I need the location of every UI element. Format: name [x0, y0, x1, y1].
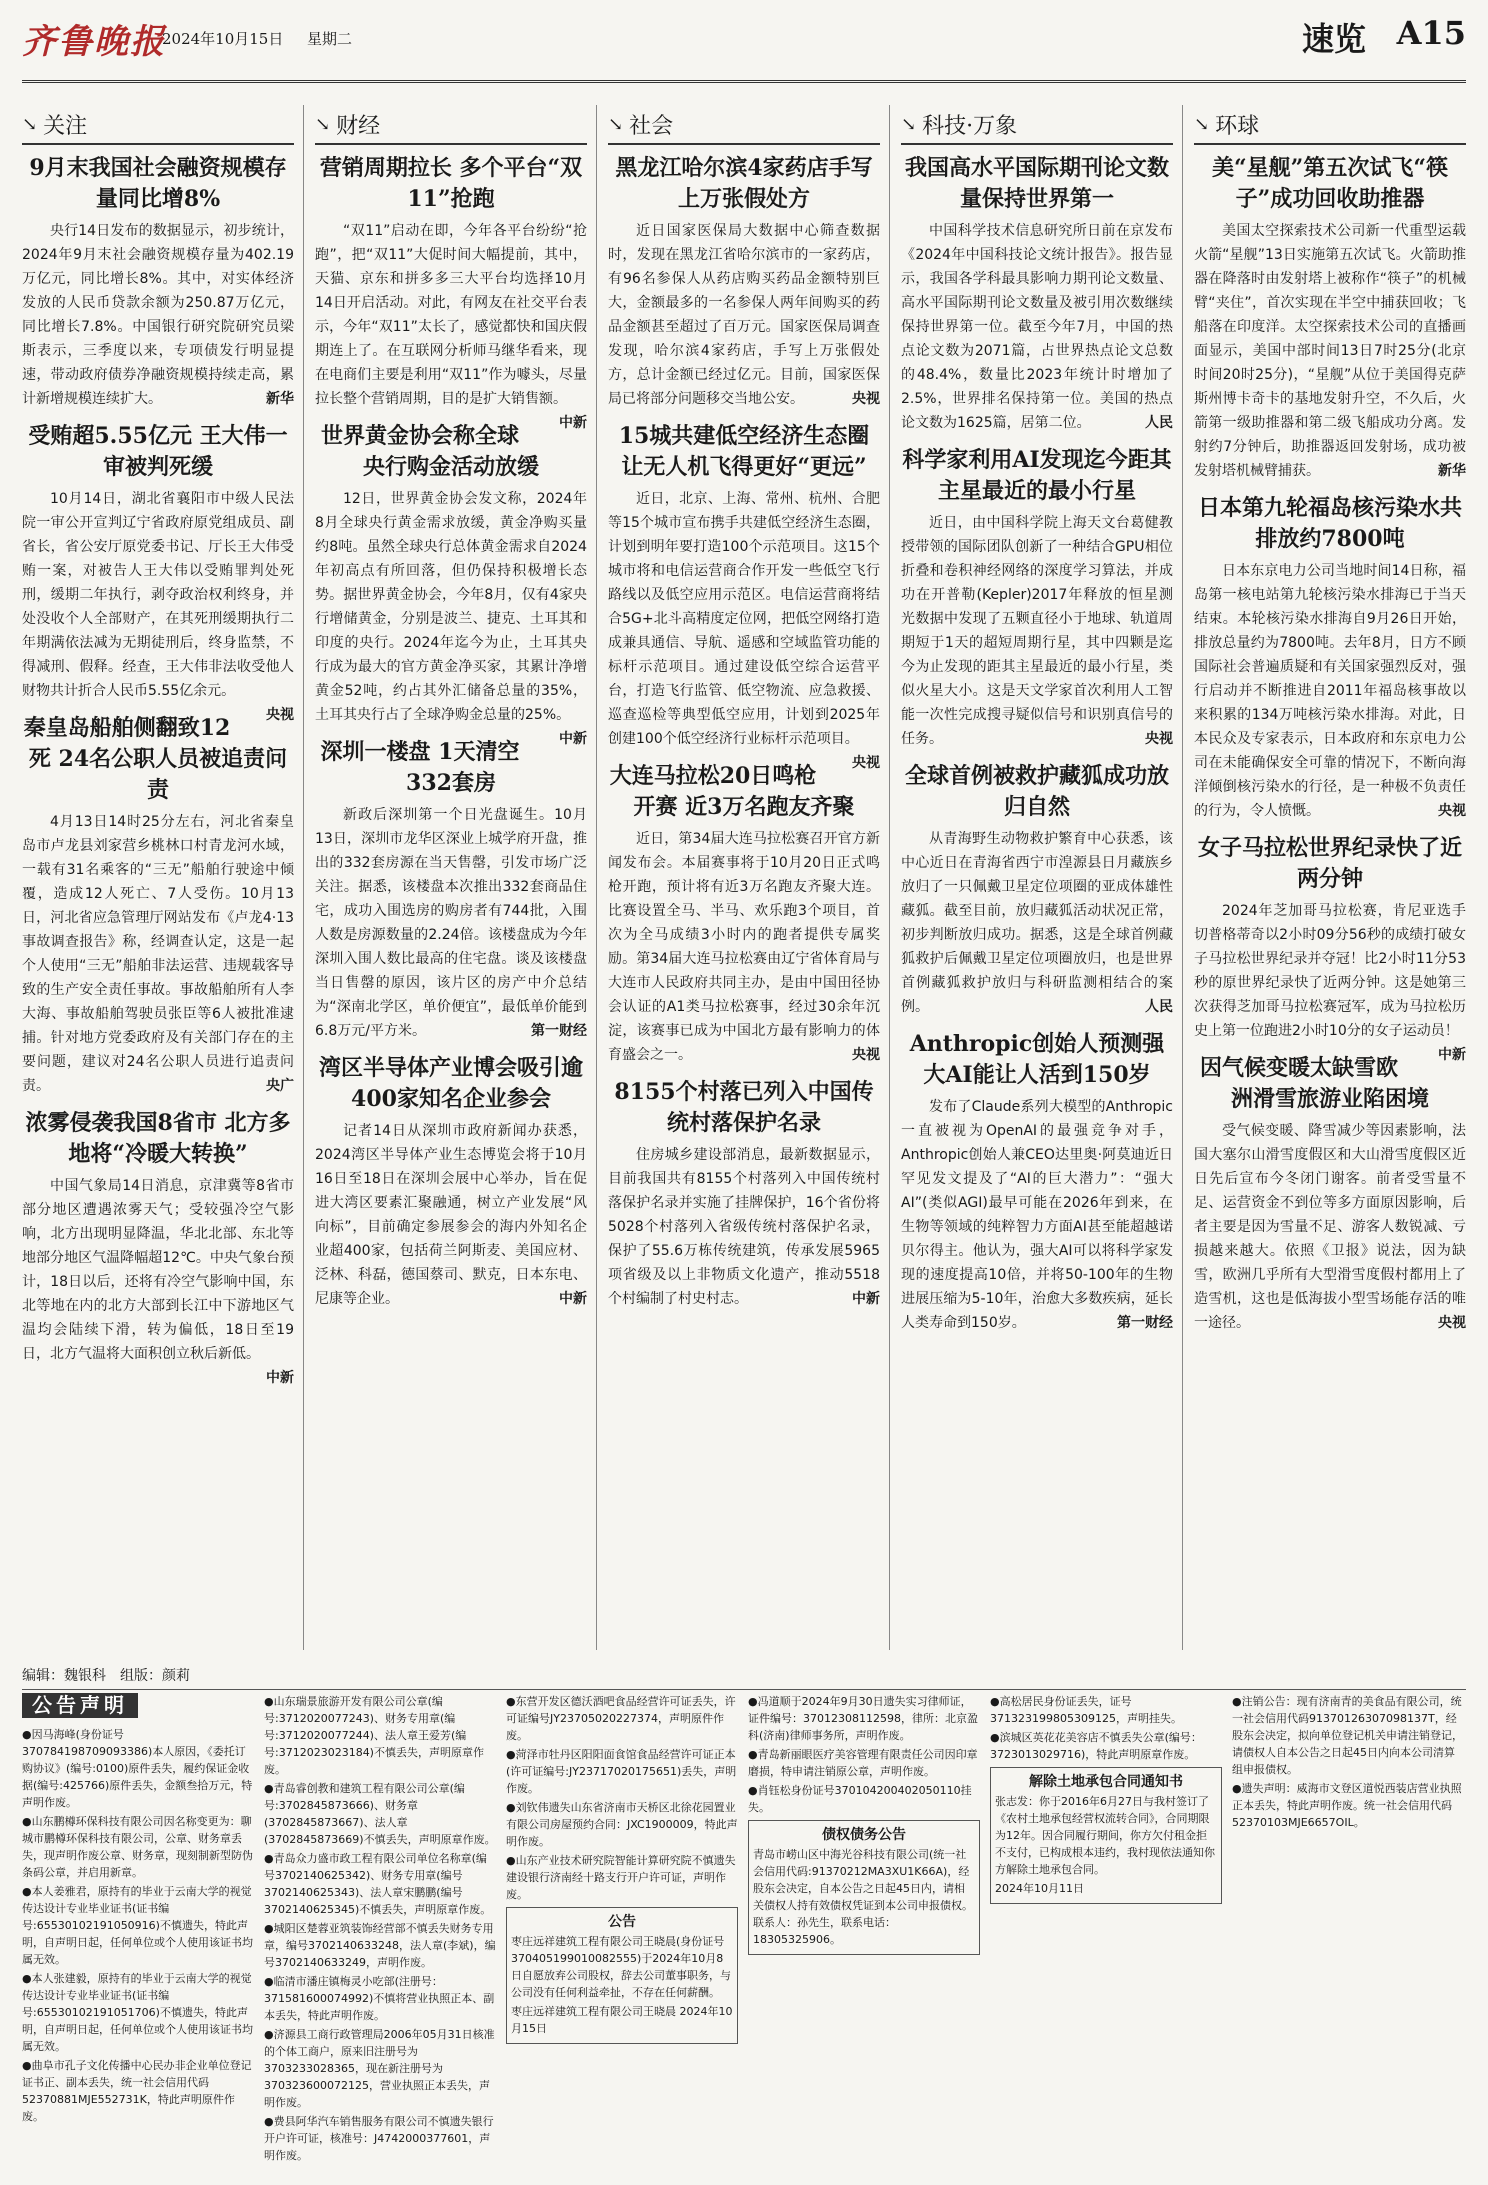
notice-column	[990, 1693, 1222, 2173]
notice-item: ●肖钰松身份证号370104200402050110挂失。	[748, 1784, 972, 1814]
article	[22, 713, 294, 1098]
box-signature: 枣庄远祥建筑工程有限公司王晓晨 2024年10月15日	[511, 2005, 733, 2035]
article-source: 新华	[1438, 463, 1466, 479]
article-headline: 8155个村落已列入中国传统村落保护名录	[614, 1079, 874, 1136]
notice-item: ●本人姜雅君，原持有的毕业于云南大学的视觉传达设计专业毕业证书(证书编号:65530102191050916)不慎遗失，特此声明，自声明日起，任何单位或个人使用该证书均属无效。	[22, 1885, 253, 1966]
box-title: 解除土地承包合同通知书	[1029, 1774, 1183, 1790]
column-header	[315, 105, 587, 145]
article-source: 央视	[1438, 1315, 1466, 1331]
box-title: 债权债务公告	[822, 1827, 906, 1843]
article-body: 日本东京电力公司当地时间14日称，福岛第一核电站第九轮核污染水排海已于当天结束。本轮核污染水排海自9月26日开始，排放总量约为7800吨。去年8月，日方不顾国际社会普遍质疑和有关国家强烈反对，强行启动并不断推进自2011年福岛核事故以来积累的134万吨核污染水排海。对此，日本民众及专家表示，日本政府和东京电力公司在未能确保安全可靠的情况下，不断向海洋倾倒核污染水的行径，是一种极不负责任的行为，令人愤慨。 央视	[1194, 559, 1466, 823]
article-body: 记者14日从深圳市政府新闻办获悉，2024湾区半导体产业生态博览会将于10月16日至18日在深圳会展中心举办，旨在促进大湾区要素汇聚融通，树立产业发展“风向标”，目前确定参展参会的海内外知名企业超400家，包括荷兰阿斯麦、美国应材、泛林、科磊，德国蔡司、默克，日本东电、尼康等企业。 中新	[315, 1119, 587, 1311]
article-source: 中新	[266, 1370, 294, 1386]
article	[901, 445, 1173, 751]
notice-item: ●本人张建毅，原持有的毕业于云南大学的视觉传达设计专业毕业证书(证书编号:65530102191051706)不慎遗失，特此声明，自声明日起，任何单位或个人使用该证书均属无效。	[22, 1972, 253, 2053]
article-headline: 世界黄金协会称全球央行购金活动放缓	[320, 423, 539, 480]
article	[901, 1029, 1173, 1335]
article-headline: 营销周期拉长 多个平台“双11”抢跑	[319, 155, 583, 212]
article	[901, 761, 1173, 1019]
column-divider	[889, 105, 890, 1650]
column-title: 财经	[336, 113, 381, 139]
article-source: 人民	[1145, 415, 1173, 431]
article-headline: 我国高水平国际期刊论文数量保持世界第一	[904, 155, 1169, 212]
notice-item: ●遗失声明：威海市文登区道悦西装店营业执照正本丢失，特此声明作废。统一社会信用代码52370103MJE6657OIL。	[1232, 1782, 1462, 1829]
column-divider	[1182, 105, 1183, 1650]
article	[315, 153, 587, 431]
article-headline: 美“星舰”第五次试飞“筷子”成功回收助推器	[1212, 155, 1448, 212]
article-headline: 深圳一楼盘 1天清空332套房	[320, 739, 520, 796]
article-body: “双11”启动在即，今年各平台纷纷“抢跑”，把“双11”大促时间大幅提前，其中，天猫、京东和拼多多三大平台均选择10月14日开启活动。对此，有网友在社交平台表示，今年“双11”太长了，感觉都快和国庆假期连上了。在互联网分析师马继华看来，现在电商们主要是利用“双11”作为噱头，尽量拉长整个营销周期，目的是扩大销售额。 中新	[315, 219, 587, 411]
article-body: 2024年芝加哥马拉松赛，肯尼亚选手切普格蒂奇以2小时09分56秒的成绩打破女子马拉松世界纪录并夺冠！比2小时11分53秒的原世界纪录快了近两分钟。这是她第三次获得芝加哥马拉松赛冠军，成为马拉松历史上第一位跑进2小时10分的女子运动员！ 中新	[1194, 899, 1466, 1043]
land-contract-box	[990, 1767, 1222, 1904]
notice-item: ●因马海峰(身份证号370784198709093386)本人原因，《委托订购协议》(编号:0100)原件丢失，履约保证金收据(编号:425766)原件丢失，金额叁拾万元，特声明作废。	[22, 1728, 253, 1809]
article-headline: 湾区半导体产业博会吸引逾400家知名企业参会	[318, 1055, 583, 1112]
notice-item: ●高松居民身份证丢失，证号371323199805309125，声明挂失。	[990, 1695, 1182, 1725]
column-title: 关注	[43, 113, 88, 139]
issue-date: 2024年10月15日	[162, 30, 284, 48]
column-header	[1194, 105, 1466, 145]
notice-item: ●冯道顺于2024年9月30日遗失实习律师证，证件编号：37012308112598，律所：北京盈科(济南)律师事务所，声明作废。	[748, 1695, 978, 1742]
notice-item: ●青岛新丽眼医疗美容管理有限责任公司因印章磨损，特申请注销原公章，声明作废。	[748, 1748, 978, 1778]
article-headline: 浓雾侵袭我国8省市 北方多地将“冷暖大转换”	[25, 1110, 291, 1167]
article-source: 人民	[1145, 999, 1173, 1015]
article-body: 近日，第34届大连马拉松赛召开官方新闻发布会。本届赛事将于10月20日正式鸣枪开跑，预计将有近3万名跑友齐聚大连。比赛设置全马、半马、欢乐跑3个项目，首次为全马成绩3小时内的跑者提供专属奖励。第34届大连马拉松赛由辽宁省体育局与大连市人民政府共同主办，是由中国田径协会认证的A1类马拉松赛事，经过30余年沉淀，该赛事已成为中国北方最有影响力的体育盛会之一。 央视	[608, 827, 880, 1067]
newspaper-logo: 齐鲁晚报	[22, 22, 166, 62]
column-divider	[596, 105, 597, 1650]
article-headline: 全球首例被救护藏狐成功放归自然	[904, 763, 1169, 820]
column-caijing	[315, 105, 587, 1650]
notice-item: ●城阳区楚蓉亚筑装饰经营部不慎丢失财务专用章，编号3702140633248，法人章(李斌)，编号3702140633249，声明作废。	[264, 1922, 496, 1969]
article	[22, 421, 294, 723]
arrow-icon: ↘	[1194, 113, 1210, 135]
column-divider	[303, 105, 304, 1650]
column-header	[22, 105, 294, 145]
notice-item: ●刘钦伟遗失山东省济南市天桥区北徐花园置业有限公司房屋预约合同：JXC1900009，特此声明作废。	[506, 1801, 738, 1848]
article-headline: 9月末我国社会融资规模存量同比增8%	[29, 155, 287, 212]
article-body: 央行14日发布的数据显示，初步统计，2024年9月末社会融资规模存量为402.19万亿元，同比增长8%。其中，对实体经济发放的人民币贷款余额为250.87万亿元，同比增长7.8%。中国银行研究院研究员梁斯表示，三季度以来，专项债发行明显提速，带动政府债券净融资规模持续走高，累计新增规模连续扩大。 新华	[22, 219, 294, 411]
article-source: 央视	[852, 391, 880, 407]
article-body: 新政后深圳第一个日光盘诞生。10月13日，深圳市龙华区深业上城学府开盘，推出的332套房源在当天售罄，引发市场广泛关注。据悉，该楼盘本次推出332套商品住宅，成功入围选房的购房者有744批，入围人数是房源数量的2.24倍。该楼盘成为今年深圳入围人数比最高的住宅盘。谈及该楼盘当日售罄的原因，该片区的房产中介总结为“深南北学区，单价便宜”，最低单价能到6.8万元/平方米。 第一财经	[315, 803, 587, 1043]
article-headline: 女子马拉松世界纪录快了近两分钟	[1197, 835, 1462, 892]
notices-title: 公告声明	[22, 1693, 138, 1718]
notice-column	[1232, 1693, 1464, 2173]
notices-section	[22, 1693, 1466, 2173]
article	[608, 1077, 880, 1311]
article-source: 中新	[852, 1291, 880, 1307]
notice-item: ●曲阜市孔子文化传播中心民办非企业单位登记证书正、副本丢失，统一社会信用代码52370881MJE552731K，特此声明原件作废。	[22, 2059, 252, 2123]
article-headline: 秦皇岛船舶侧翻致12死 24名公职人员被追责问责	[23, 715, 288, 803]
article-body: 受气候变暖、降雪减少等因素影响，法国大塞尔山滑雪度假区和大山滑雪度假区近日先后宣布今冬闭门谢客。前者受雪量不足、运营资金不到位等多方面原因影响，后者主要是因为雪量不足、游客人数锐减、亏损越来越大。依照《卫报》说法，因为缺雪，欧洲几乎所有大型滑雪度假村都用上了造雪机，这也是低海拔小型雪场能存活的唯一途径。 央视	[1194, 1119, 1466, 1335]
column-header	[608, 105, 880, 145]
debt-notice-box	[748, 1820, 980, 1955]
article-source: 第一财经	[531, 1023, 587, 1039]
article	[608, 153, 880, 411]
article-body: 10月14日，湖北省襄阳市中级人民法院一审公开宣判辽宁省政府原党组成员、副省长，省公安厅原党委书记、厅长王大伟受贿一案，对被告人王大伟以受贿罪判处死刑，缓期二年执行，剥夺政治权利终身，并处没收个人全部财产，在其死刑缓期执行二年期满依法减为无期徒刑后，终身监禁，不得减刑、假释。经查，王大伟非法收受他人财物共计折合人民币5.55亿余元。 央视	[22, 487, 294, 703]
article	[1194, 1053, 1466, 1335]
box-text: 张志发：你于2016年6月27日与我村签订了《农村土地承包经营权流转合同》，合同期限为12年。因合同履行期间，你方欠付租金拒不支付，已构成根本违约，我村现依法通知你方解除土地承包合同。	[995, 1795, 1215, 1876]
article-headline: 科学家利用AI发现迄今距其主星最近的最小行星	[902, 447, 1172, 504]
notice-item: ●临清市潘庄镇梅灵小吃部(注册号：371581600074992)不慎将营业执照正本、副本丢失，特此声明作废。	[264, 1975, 495, 2022]
article-source: 央视	[266, 707, 294, 723]
box-text: 枣庄远祥建筑工程有限公司王晓晨(身份证号370405199010082555)于2024年10月8日自愿放弃公司股权，辞去公司董事职务，与公司没有任何利益牵扯，不存在任何薪酬。	[511, 1935, 731, 1999]
article-body: 中国科学技术信息研究所日前在京发布《2024年中国科技论文统计报告》。报告显示，我国各学科最具影响力期刊论文数量、高水平国际期刊论文数量及被引用次数继续保持世界第一位。截至今年7月，中国的热点论文数为2071篇，占世界热点论文总数的48.4%，数量比2023年统计时增加了2.5%，世界排名保持第一位。美国的热点论文数为1625篇，居第二位。 人民	[901, 219, 1173, 435]
box-title: 公告	[608, 1914, 636, 1930]
issue-weekday: 星期二	[307, 30, 353, 48]
article-body: 从青海野生动物救护繁育中心获悉，该中心近日在青海省西宁市湟源县日月藏族乡放归了一只佩戴卫星定位项圈的亚成体雄性藏狐。截至目前，放归藏狐活动状况正常，初步判断放归成功。据悉，这是全球首例藏狐救护后佩戴卫星定位项圈放归，也是世界首例藏狐救护放归与科研监测相结合的案例。 人民	[901, 827, 1173, 1019]
notice-item: ●山东瑞景旅游开发有限公司公章(编号:3712020077243)、财务专用章(编号:3712020077244)、法人章王爱芳(编号:3712023023184)不慎丢失，声明原章作废。	[264, 1695, 484, 1776]
article-headline: 因气候变暖太缺雪欧洲滑雪旅游业陷困境	[1199, 1055, 1429, 1112]
notice-item: ●菏泽市牡丹区阳阳面食馆食品经营许可证正本(许可证编号:JY23717020175651)丢失，声明作废。	[506, 1748, 737, 1795]
notice-column	[506, 1693, 738, 2173]
column-title: 社会	[629, 113, 674, 139]
article-source: 央视	[1145, 731, 1173, 747]
article-source: 央视	[1438, 803, 1466, 819]
column-huanqiu	[1194, 105, 1466, 1650]
arrow-icon: ↘	[901, 113, 917, 135]
article-source: 中新	[559, 415, 587, 431]
notice-column	[264, 1693, 496, 2173]
notice-column	[22, 1693, 254, 2173]
column-title: 环球	[1215, 113, 1260, 139]
article	[315, 421, 587, 747]
article	[315, 737, 587, 1043]
article-headline: Anthropic创始人预测强大AI能让人活到150岁	[909, 1031, 1165, 1088]
notice-item: ●青岛众力盛市政工程有限公司单位名称章(编号3702140625342)、财务专用章(编号3702140625343)、法人章宋鹏鹏(编号3702140625345)不慎丢失，声明原章作废。	[264, 1852, 492, 1916]
article-source: 中新	[559, 731, 587, 747]
article-headline: 黑龙江哈尔滨4家药店手写上万张假处方	[615, 155, 873, 212]
column-guanzhu	[22, 105, 294, 1650]
article-headline: 大连马拉松20日鸣枪开赛 近3万名跑友齐聚	[609, 763, 855, 820]
article-headline: 受贿超5.55亿元 王大伟一审被判死缓	[28, 423, 288, 480]
article	[1194, 493, 1466, 823]
article	[608, 761, 880, 1067]
notice-item: ●滨城区英花花美容店不慎丢失公章(编号：3723013029716)，特此声明原章作废。	[990, 1731, 1202, 1761]
column-header	[901, 105, 1173, 145]
notice-item: ●注销公告：现有济南青的美食品有限公司，统一社会信用代码91370126307098137T，经股东会决定，拟向单位登记机关申请注销登记，请债权人自本公告之日起45日内向本公司清算组申报债权。	[1232, 1695, 1463, 1776]
article-source: 中新	[559, 1291, 587, 1307]
column-shehui	[608, 105, 880, 1650]
article-body: 12日，世界黄金协会发文称，2024年8月全球央行黄金需求放缓，黄金净购买量约8吨。虽然全球央行总体黄金需求自2024年初高点有所回落，但仍保持积极增长态势。据世界黄金协会，今年8月，仅有4家央行增储黄金，分别是波兰、捷克、土耳其和印度的央行。2024年迄今为止，土耳其央行成为最大的官方黄金净买家，其累计净增黄金52吨，约占其外汇储备总量的35%，土耳其央行占了全球净购金总量的25%。 中新	[315, 487, 587, 727]
article-headline: 15城共建低空经济生态圈 让无人机飞得更好“更远”	[618, 423, 870, 480]
article-source: 第一财经	[1117, 1315, 1173, 1331]
notice-item: ●山东产业技术研究院智能计算研究院不慎遗失建设银行济南经十路支行开户许可证，声明作废。	[506, 1854, 736, 1901]
article-body: 发布了Claude系列大模型的Anthropic一直被视为OpenAI的最强竞争对手，Anthropic创始人兼CEO达里奥·阿莫迪近日罕见发文提及了“AI的巨大潜力”：“强大AI”(类似AGI)最早可能在2026年到来，在生物等领域的纯粹智力方面AI甚至能超越诺贝尔得主。他认为，强大AI可以将科学家发现的速度提高10倍，并将50-100年的生物进展压缩为5-10年，治愈大多数疾病，延长人类寿命到150岁。 第一财经	[901, 1095, 1173, 1335]
box-signature: 2024年10月11日	[995, 1882, 1084, 1895]
article	[315, 1053, 587, 1311]
news-columns	[22, 105, 1466, 1650]
notice-item: ●山东鹏樽环保科技有限公司因名称变更为：聊城市鹏樽环保科技有限公司，公章、财务章丢失，现声明作废公章、财务章，现刻制新型防伪条码公章，并启用新章。	[22, 1815, 253, 1879]
announcement-box	[506, 1907, 738, 2044]
masthead	[22, 8, 1466, 83]
arrow-icon: ↘	[608, 113, 624, 135]
notice-item: ●费县阿华汽车销售服务有限公司不慎遗失银行开户许可证，核准号：J4742000377601，声明作废。	[264, 2115, 494, 2162]
article-source: 央视	[852, 755, 880, 771]
article-source: 中新	[1438, 1047, 1466, 1063]
notice-item: ●青岛睿创教和建筑工程有限公司公章(编号:3702845873666)、财务章(3702845873667)、法人章(3702845873669)不慎丢失，声明原章作废。	[264, 1782, 496, 1846]
article-source: 央广	[266, 1078, 294, 1094]
article-body: 住房城乡建设部消息，最新数据显示，目前我国共有8155个村落列入中国传统村落保护名录并实施了挂牌保护，16个省份将5028个村落列入省级传统村落保护名录，保护了55.6万栋传统建筑，传承发展5965项省级及以上非物质文化遗产，推动5518个村编制了村史村志。 中新	[608, 1143, 880, 1311]
notice-item: ●济源县工商行政管理局2006年05月31日核准的个体工商户，原来旧注册号为3703233028365，现在新注册号为370323600072125，营业执照正本丢失，声明作废。	[264, 2028, 495, 2109]
column-title: 科技·万象	[922, 113, 1018, 139]
article	[1194, 833, 1466, 1063]
arrow-icon: ↘	[315, 113, 331, 135]
article	[901, 153, 1173, 435]
box-text: 青岛市崂山区中海光谷科技有限公司(统一社会信用代码:91370212MA3XU1K66A)，经股东会决定，自本公告之日起45日内，请相关债权人持有效债权凭证到本公司申报债权。联系人：孙先生，联系电话：18305325906。	[753, 1848, 973, 1946]
article-body: 近日，北京、上海、常州、杭州、合肥等15个城市宣布携手共建低空经济生态圈，计划到明年要打造100个示范项目。这15个城市将和电信运营商合作开发一些低空飞行路线以及低空应用示范区。电信运营商将结合5G+北斗高精度定位网，把低空网络打造成兼具通信、导航、遥感和空域监管功能的标杆示范项目。通过建设低空综合运营平台，打造飞行监管、低空物流、应急救援、巡查巡检等典型低空应用，计划到2025年创建100个低空经济行业标杆示范项目。 央视	[608, 487, 880, 751]
article	[1194, 153, 1466, 483]
article-source: 央视	[852, 1047, 880, 1063]
article-body: 4月13日14时25分左右，河北省秦皇岛市卢龙县刘家营乡桃林口村青龙河水域，一载有31名乘客的“三无”船舶行驶途中倾覆，造成12人死亡、7人受伤。10月13日，河北省应急管理厅网站发布《卢龙4·13事故调查报告》称，经调查认定，这是一起个人使用“三无”船舶非法运营、违规载客导致的生产安全责任事故。事故船舶所有人李大海、事故船舶驾驶员张臣等6人被批准逮捕。针对地方党委政府及有关部门存在的主要问题，建议对24名公职人员进行追责问责。 央广	[22, 810, 294, 1098]
column-keji	[901, 105, 1173, 1650]
notice-column	[748, 1693, 980, 2173]
arrow-icon: ↘	[22, 113, 38, 135]
article	[22, 153, 294, 411]
article	[22, 1108, 294, 1386]
section-title: 速览	[1301, 20, 1366, 58]
article-headline: 日本第九轮福岛核污染水共排放约7800吨	[1197, 495, 1462, 552]
article-body: 近日国家医保局大数据中心筛查数据时，发现在黑龙江省哈尔滨市的一家药店，有96名参保人从药店购买药品金额特别巨大，金额最多的一名参保人两年间购买的药品金额甚至超过了百万元。国家医保局调查发现，哈尔滨4家药店，手写上万张假处方，总计金额已经过亿元。目前，国家医保局已将部分问题移交当地公安。 央视	[608, 219, 880, 411]
article-source: 新华	[266, 391, 294, 407]
page-number: A15	[1396, 14, 1466, 52]
article-body: 美国太空探索技术公司新一代重型运载火箭“星舰”13日实施第五次试飞。火箭助推器在降落时由发射塔上被称作“筷子”的机械臂“夹住”，首次实现在半空中捕获回收；飞船落在印度洋。太空探索技术公司的直播画面显示，美国中部时间13日7时25分(北京时间20时25分)，“星舰”从位于美国得克萨斯州博卡奇卡的基地发射升空，不久后，火箭第一级助推器和第二级飞船成功分离。发射约7分钟后，助推器返回发射场，成功被发射塔机械臂捕获。 新华	[1194, 219, 1466, 483]
notice-item: ●东营开发区德沃酒吧食品经营许可证丢失，许可证编号JY23705020227374，声明原件作废。	[506, 1695, 736, 1742]
article-body: 近日，由中国科学院上海天文台葛健教授带领的国际团队创新了一种结合GPU相位折叠和卷积神经网络的深度学习算法，并成功在开普勒(Kepler)2017年释放的恒星测光数据中发现了五颗直径小于地球、轨道周期短于1天的超短周期行星，其中四颗是迄今为止发现的距其主星最近的最小行星，类似火星大小。这是天文学家首次利用人工智能一次性完成搜寻疑似信号和识别真信号的任务。 央视	[901, 511, 1173, 751]
editor-credits: 编辑：魏银科 组版：颜莉	[22, 1665, 1466, 1690]
article-body: 中国气象局14日消息，京津冀等8省市部分地区遭遇浓雾天气；受较强冷空气影响，北方出现明显降温，华北北部、东北等地部分地区气温降幅超12℃。中央气象台预计，18日以后，还将有冷空气影响中国，东北等地在内的北方大部到长江中下游地区气温均会陆续下滑，转为偏低，18日至19日，北方气温将大面积创立秋后新低。 中新	[22, 1174, 294, 1366]
article	[608, 421, 880, 771]
